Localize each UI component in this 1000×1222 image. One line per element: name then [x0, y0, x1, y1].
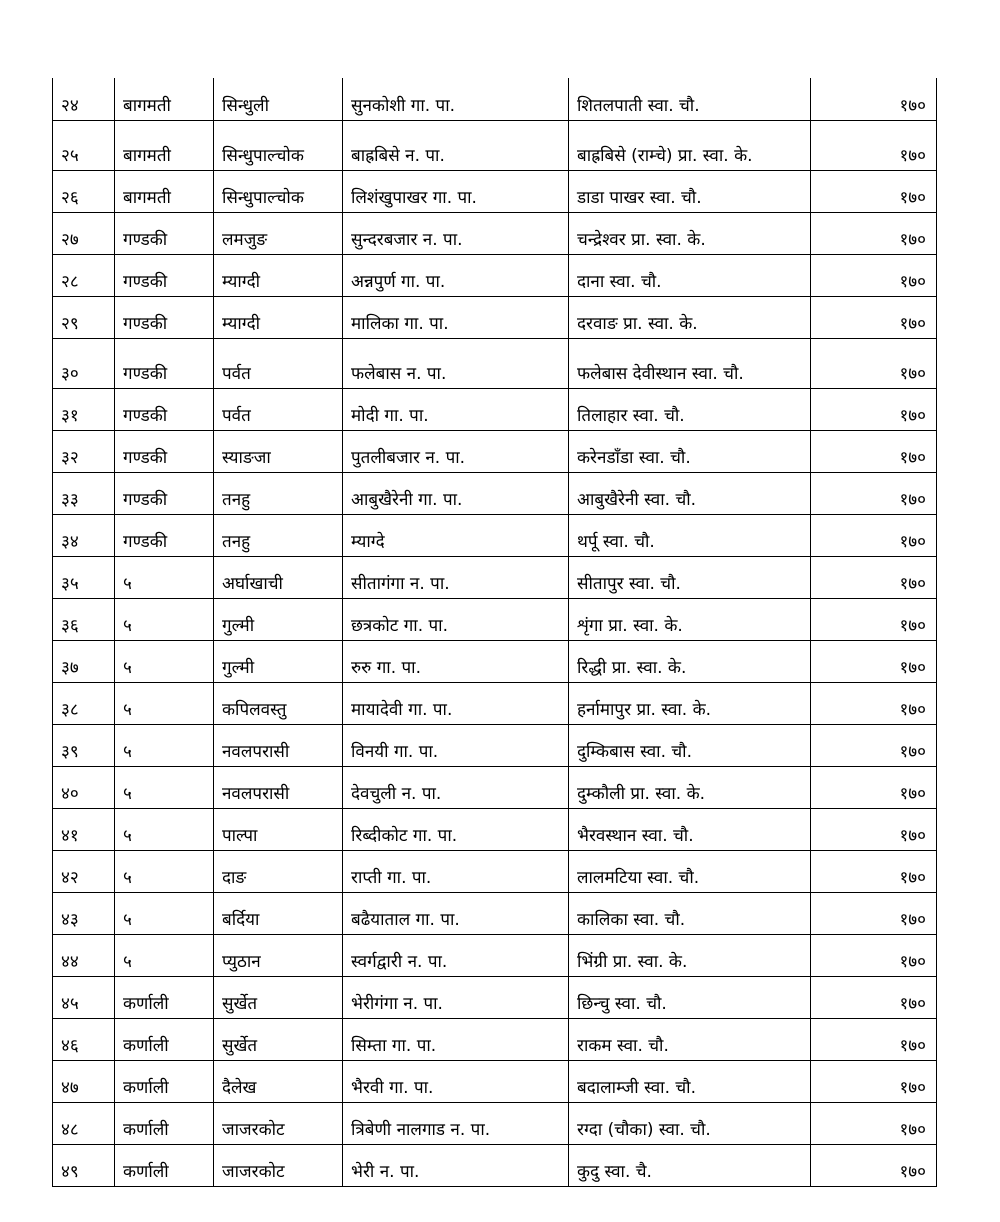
province-cell: गण्डकी — [115, 296, 214, 338]
serial-number-cell: ४० — [53, 766, 115, 808]
table-row — [53, 514, 937, 556]
health-facility-cell: रिद्धी प्रा. स्वा. के. — [569, 640, 811, 682]
district-cell: सिन्धुपाल्चोक — [214, 170, 343, 212]
amount-cell: १७० — [811, 808, 937, 850]
province-cell: कर्णाली — [115, 1102, 214, 1144]
district-cell: तनहु — [214, 514, 343, 556]
health-facility-cell: चन्द्रेश्वर प्रा. स्वा. के. — [569, 212, 811, 254]
health-facility-cell: आबुखैरेनी स्वा. चौ. — [569, 472, 811, 514]
health-facility-cell: लालमटिया स्वा. चौ. — [569, 850, 811, 892]
health-facility-cell: भैरवस्थान स्वा. चौ. — [569, 808, 811, 850]
amount-cell: १७० — [811, 556, 937, 598]
serial-number-cell: २८ — [53, 254, 115, 296]
serial-number-cell: ४६ — [53, 1018, 115, 1060]
table-row — [53, 640, 937, 682]
amount-cell: १७० — [811, 598, 937, 640]
table-row — [53, 78, 937, 120]
health-facility-cell: राकम स्वा. चौ. — [569, 1018, 811, 1060]
health-facility-cell: थर्पू स्वा. चौ. — [569, 514, 811, 556]
serial-number-cell: ३५ — [53, 556, 115, 598]
amount-cell: १७० — [811, 640, 937, 682]
district-cell: गुल्मी — [214, 598, 343, 640]
serial-number-cell: ४७ — [53, 1060, 115, 1102]
municipality-cell: सिम्ता गा. पा. — [343, 1018, 569, 1060]
province-cell: बागमती — [115, 170, 214, 212]
district-cell: स्याङजा — [214, 430, 343, 472]
health-facility-cell: तिलाहार स्वा. चौ. — [569, 388, 811, 430]
amount-cell: १७० — [811, 296, 937, 338]
table-row — [53, 682, 937, 724]
amount-cell: १७० — [811, 170, 937, 212]
table-body — [53, 78, 937, 1186]
province-cell: गण्डकी — [115, 338, 214, 388]
district-cell: नवलपरासी — [214, 766, 343, 808]
district-cell: म्याग्दी — [214, 296, 343, 338]
table-row — [53, 892, 937, 934]
serial-number-cell: २७ — [53, 212, 115, 254]
table-row — [53, 338, 937, 388]
table-row — [53, 766, 937, 808]
district-cell: पाल्पा — [214, 808, 343, 850]
municipality-cell: रिब्दीकोट गा. पा. — [343, 808, 569, 850]
serial-number-cell: ३४ — [53, 514, 115, 556]
health-facility-cell: रग्दा (चौका) स्वा. चौ. — [569, 1102, 811, 1144]
amount-cell: १७० — [811, 120, 937, 170]
municipality-cell: स्वर्गद्वारी न. पा. — [343, 934, 569, 976]
province-cell: गण्डकी — [115, 388, 214, 430]
district-cell: पर्वत — [214, 338, 343, 388]
district-cell: अर्घाखाची — [214, 556, 343, 598]
amount-cell: १७० — [811, 766, 937, 808]
province-cell: गण्डकी — [115, 472, 214, 514]
table-row — [53, 1060, 937, 1102]
province-cell: गण्डकी — [115, 430, 214, 472]
municipality-cell: भेरीगंगा न. पा. — [343, 976, 569, 1018]
table-row — [53, 976, 937, 1018]
serial-number-cell: ३१ — [53, 388, 115, 430]
table-row — [53, 472, 937, 514]
district-cell: सिन्धुपाल्चोक — [214, 120, 343, 170]
district-cell: सुर्खेत — [214, 1018, 343, 1060]
serial-number-cell: ३२ — [53, 430, 115, 472]
province-cell: गण्डकी — [115, 514, 214, 556]
health-facility-cell: डाडा पाखर स्वा. चौ. — [569, 170, 811, 212]
province-cell: कर्णाली — [115, 976, 214, 1018]
amount-cell: १७० — [811, 338, 937, 388]
province-cell: कर्णाली — [115, 1018, 214, 1060]
amount-cell: १७० — [811, 254, 937, 296]
province-cell: गण्डकी — [115, 212, 214, 254]
district-cell: जाजरकोट — [214, 1144, 343, 1186]
province-cell: ५ — [115, 892, 214, 934]
table-row — [53, 850, 937, 892]
municipality-cell: अन्नपुर्ण गा. पा. — [343, 254, 569, 296]
health-facility-cell: दुम्किबास स्वा. चौ. — [569, 724, 811, 766]
district-cell: लमजुङ — [214, 212, 343, 254]
municipality-cell: भेरी न. पा. — [343, 1144, 569, 1186]
allocation-table — [52, 78, 937, 1187]
amount-cell: १७० — [811, 976, 937, 1018]
amount-cell: १७० — [811, 1144, 937, 1186]
health-facility-cell: करेनडाँडा स्वा. चौ. — [569, 430, 811, 472]
table-row — [53, 120, 937, 170]
province-cell: ५ — [115, 724, 214, 766]
serial-number-cell: २४ — [53, 78, 115, 120]
table-row — [53, 254, 937, 296]
amount-cell: १७० — [811, 892, 937, 934]
amount-cell: १७० — [811, 388, 937, 430]
municipality-cell: भैरवी गा. पा. — [343, 1060, 569, 1102]
municipality-cell: मायादेवी गा. पा. — [343, 682, 569, 724]
province-cell: बागमती — [115, 120, 214, 170]
district-cell: सुर्खेत — [214, 976, 343, 1018]
municipality-cell: बढैयाताल गा. पा. — [343, 892, 569, 934]
district-cell: नवलपरासी — [214, 724, 343, 766]
serial-number-cell: ४९ — [53, 1144, 115, 1186]
amount-cell: १७० — [811, 472, 937, 514]
serial-number-cell: ३७ — [53, 640, 115, 682]
health-facility-cell: दुम्कौली प्रा. स्वा. के. — [569, 766, 811, 808]
municipality-cell: बाह्रबिसे न. पा. — [343, 120, 569, 170]
amount-cell: १७० — [811, 212, 937, 254]
district-cell: दैलेख — [214, 1060, 343, 1102]
municipality-cell: पुतलीबजार न. पा. — [343, 430, 569, 472]
health-facility-cell: शितलपाती स्वा. चौ. — [569, 78, 811, 120]
table-row — [53, 808, 937, 850]
table-row — [53, 170, 937, 212]
serial-number-cell: २६ — [53, 170, 115, 212]
municipality-cell: विनयी गा. पा. — [343, 724, 569, 766]
table-row — [53, 1144, 937, 1186]
serial-number-cell: ३८ — [53, 682, 115, 724]
amount-cell: १७० — [811, 78, 937, 120]
health-facility-cell: फलेबास देवीस्थान स्वा. चौ. — [569, 338, 811, 388]
amount-cell: १७० — [811, 1060, 937, 1102]
amount-cell: १७० — [811, 850, 937, 892]
province-cell: कर्णाली — [115, 1144, 214, 1186]
province-cell: ५ — [115, 766, 214, 808]
table-row — [53, 1018, 937, 1060]
serial-number-cell: ४४ — [53, 934, 115, 976]
municipality-cell: छत्रकोट गा. पा. — [343, 598, 569, 640]
health-facility-cell: सीतापुर स्वा. चौ. — [569, 556, 811, 598]
table-row — [53, 934, 937, 976]
health-facility-cell: दाना स्वा. चौ. — [569, 254, 811, 296]
serial-number-cell: २५ — [53, 120, 115, 170]
district-cell: बर्दिया — [214, 892, 343, 934]
province-cell: ५ — [115, 598, 214, 640]
serial-number-cell: ३३ — [53, 472, 115, 514]
health-facility-cell: हर्नामापुर प्रा. स्वा. के. — [569, 682, 811, 724]
district-cell: जाजरकोट — [214, 1102, 343, 1144]
district-cell: तनहु — [214, 472, 343, 514]
province-cell: ५ — [115, 640, 214, 682]
serial-number-cell: ४५ — [53, 976, 115, 1018]
province-cell: ५ — [115, 934, 214, 976]
district-cell: दाङ — [214, 850, 343, 892]
health-facility-cell: कुदु स्वा. चै. — [569, 1144, 811, 1186]
amount-cell: १७० — [811, 682, 937, 724]
municipality-cell: लिशंखुपाखर गा. पा. — [343, 170, 569, 212]
health-facility-cell: दरवाङ प्रा. स्वा. के. — [569, 296, 811, 338]
table-row — [53, 212, 937, 254]
municipality-cell: सीतागंगा न. पा. — [343, 556, 569, 598]
municipality-cell: म्याग्दे — [343, 514, 569, 556]
municipality-cell: देवचुली न. पा. — [343, 766, 569, 808]
district-cell: म्याग्दी — [214, 254, 343, 296]
health-facility-cell: भिंग्री प्रा. स्वा. के. — [569, 934, 811, 976]
table-row — [53, 724, 937, 766]
amount-cell: १७० — [811, 1102, 937, 1144]
serial-number-cell: ४३ — [53, 892, 115, 934]
table-row — [53, 556, 937, 598]
district-cell: सिन्धुली — [214, 78, 343, 120]
amount-cell: १७० — [811, 724, 937, 766]
table-row — [53, 598, 937, 640]
health-facility-cell: शृंगा प्रा. स्वा. के. — [569, 598, 811, 640]
municipality-cell: सुन्दरबजार न. पा. — [343, 212, 569, 254]
table-row — [53, 388, 937, 430]
district-cell: गुल्मी — [214, 640, 343, 682]
health-facility-cell: बाह्रबिसे (राम्चे) प्रा. स्वा. के. — [569, 120, 811, 170]
health-facility-cell: बदालाम्जी स्वा. चौ. — [569, 1060, 811, 1102]
municipality-cell: मालिका गा. पा. — [343, 296, 569, 338]
serial-number-cell: ४८ — [53, 1102, 115, 1144]
province-cell: ५ — [115, 556, 214, 598]
province-cell: ५ — [115, 808, 214, 850]
serial-number-cell: ३६ — [53, 598, 115, 640]
health-facility-cell: छिन्चु स्वा. चौ. — [569, 976, 811, 1018]
table-row — [53, 296, 937, 338]
municipality-cell: आबुखैरेनी गा. पा. — [343, 472, 569, 514]
district-cell: पर्वत — [214, 388, 343, 430]
province-cell: ५ — [115, 850, 214, 892]
district-cell: प्युठान — [214, 934, 343, 976]
province-cell: ५ — [115, 682, 214, 724]
province-cell: गण्डकी — [115, 254, 214, 296]
health-facility-cell: कालिका स्वा. चौ. — [569, 892, 811, 934]
serial-number-cell: २९ — [53, 296, 115, 338]
serial-number-cell: ३० — [53, 338, 115, 388]
province-cell: बागमती — [115, 78, 214, 120]
district-cell: कपिलवस्तु — [214, 682, 343, 724]
serial-number-cell: ४१ — [53, 808, 115, 850]
serial-number-cell: ४२ — [53, 850, 115, 892]
serial-number-cell: ३९ — [53, 724, 115, 766]
province-cell: कर्णाली — [115, 1060, 214, 1102]
municipality-cell: रुरु गा. पा. — [343, 640, 569, 682]
amount-cell: १७० — [811, 514, 937, 556]
amount-cell: १७० — [811, 1018, 937, 1060]
municipality-cell: त्रिबेणी नालगाड न. पा. — [343, 1102, 569, 1144]
municipality-cell: राप्ती गा. पा. — [343, 850, 569, 892]
table-row — [53, 1102, 937, 1144]
municipality-cell: सुनकोशी गा. पा. — [343, 78, 569, 120]
municipality-cell: फलेबास न. पा. — [343, 338, 569, 388]
amount-cell: १७० — [811, 430, 937, 472]
municipality-cell: मोदी गा. पा. — [343, 388, 569, 430]
amount-cell: १७० — [811, 934, 937, 976]
table-row — [53, 430, 937, 472]
